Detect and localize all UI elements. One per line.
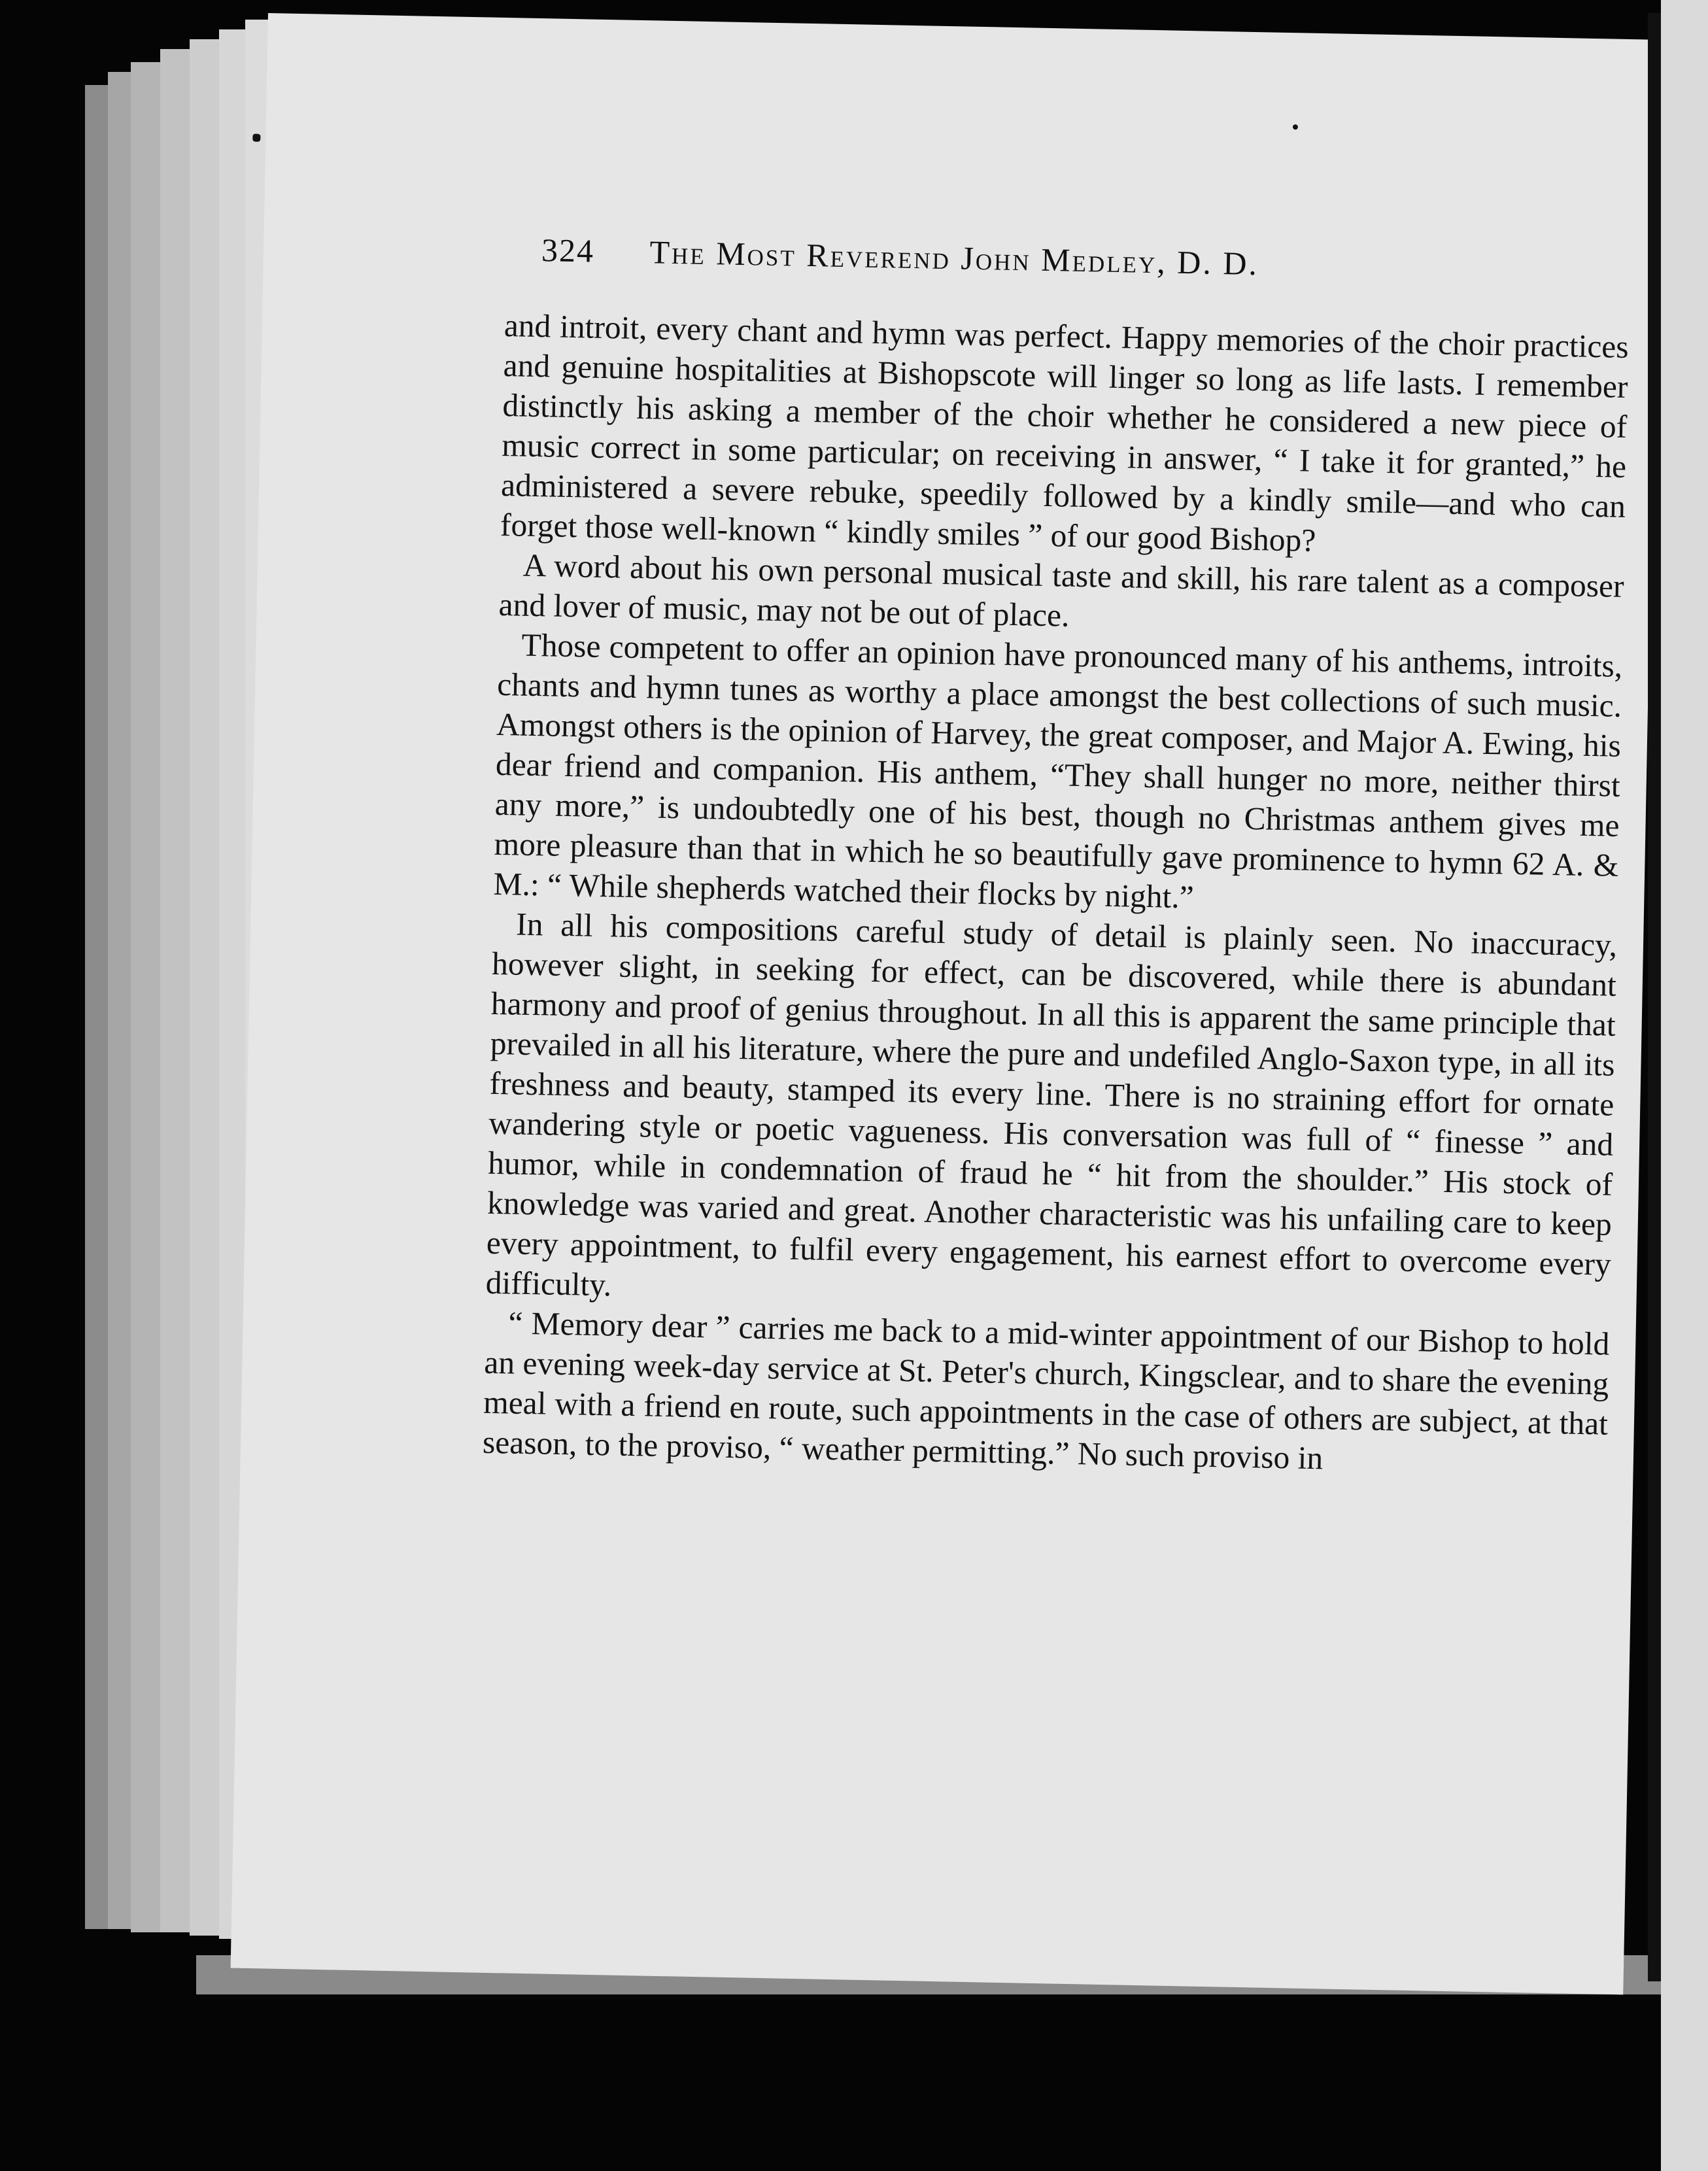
page-number: 324 <box>541 231 595 269</box>
paragraph: In all his compositions careful study of detail is plainly seen. No inaccuracy, however slight, in seeking for effect, can be discovered, while there is abundant harmony and proof of genius throughout. In all this is apparent the same principle that prevailed in all his literature, where the pure and undefiled Anglo-Saxon type, in all its freshness and beauty, stamped its every line. There is no straining effort for ornate wandering style or poetic vagueness. His conversation was full of “ finesse ” and humor, while in condemnation of fraud he “ hit from the shoulder.” His stock of knowledge was varied and great. Another characteristic was his unfailing care to keep every appointment, to fulfil every engagement, his earnest effort to overcome every difficulty. <box>485 906 1618 1303</box>
facing-page-edge <box>1661 0 1708 2171</box>
book-page <box>231 13 1661 1994</box>
paragraph: “ Memory dear ” carries me back to a mid-winter appointment of our Bishop to hold an evening week-day service at St. Peter's church, Kingsclear, and to share the evening meal with a friend en route, such appointments in the case of others are subject, at that season, to the proviso, “ weather permitting.” No such proviso in <box>482 1305 1610 1477</box>
running-head <box>541 231 1373 284</box>
running-title: The Most Reverend John Medley, D. D. <box>649 233 1259 282</box>
paragraph: and introit, every chant and hymn was perfect. Happy memories of the choir practices and genuine hospitalities at Bishopscote will linger so long as life lasts. I remember distinctly his asking a member of the choir whether he considered a new piece of music correct in some particular; on receiving in answer, “ I take it for granted,” he administered a severe rebuke, speedily followed by a kindly smile—and who can forget those well-known “ kindly smiles ” of our good Bishop? <box>500 307 1630 558</box>
paragraph: A word about his own personal musical taste and skill, his rare talent as a composer and lover of music, may not be out of place. <box>498 547 1625 634</box>
paragraph: Those competent to offer an opinion have pronounced many of his anthems, introits, chants and hymn tunes as worthy a place amongst the best collections of such music. Amongst others is the opinion of Harvey, the great composer, and Major A. Ewing, his dear friend and companion. His anthem, “They shall hunger no more, neither thirst any more,” is undoubtedly one of his best, though no Christmas anthem gives me more pleasure than that in which he so beautifully gave prominence to hymn 62 A. & M.: “ While shepherds watched their flocks by night.” <box>492 626 1623 915</box>
scan-speck <box>252 134 260 142</box>
spine-gutter <box>1648 13 1661 1981</box>
body-text <box>483 305 1630 1484</box>
scan-speck <box>1293 124 1298 129</box>
